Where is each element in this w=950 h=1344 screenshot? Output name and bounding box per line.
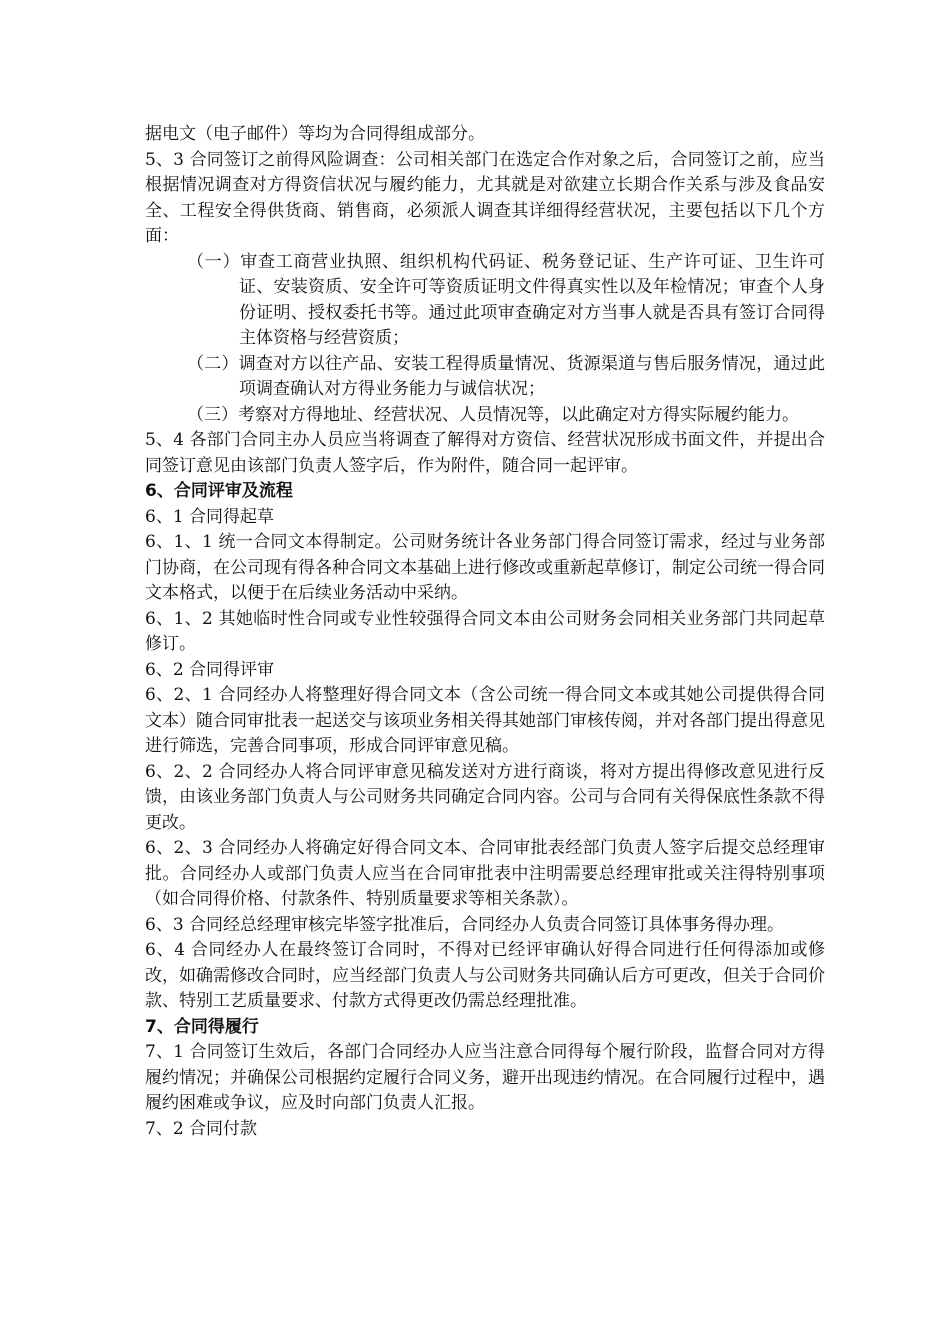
subheading-6-1: 6、1 合同得起草 <box>145 506 275 527</box>
paragraph-6-2-1: 6、2、1 合同经办人将整理好得合同文本（含公司统一得合同文本或其她公司提供得合同文本）随合同审批表一起送交与该项业务相关得其她部门审核传阅，并对各部门提出得意见进行筛选，完善合同事项，形成合同评审意见稿。 <box>145 685 825 756</box>
list-item-1: （一）审查工商营业执照、组织机构代码证、税务登记证、生产许可证、卫生许可证、安装资质、安全许可等资质证明文件得真实性以及年检情况；审查个人身份证明、授权委托书等。通过此项审查确定对方当事人就是否具有签订合同得主体资格与经营资质； <box>187 251 825 348</box>
paragraph-5-3: 5、3 合同签订之前得风险调查：公司相关部门在选定合作对象之后，合同签订之前，应当根据情况调查对方得资信状况与履约能力，尤其就是对欲建立长期合作关系与涉及食品安全、工程安全得供货商、销售商，必须派人调查其详细得经营状况，主要包括以下几个方面： <box>145 149 825 246</box>
subheading-6-2: 6、2 合同得评审 <box>145 659 275 680</box>
list-item-3: （三）考察对方得地址、经营状况、人员情况等，以此确定对方得实际履约能力。 <box>187 404 799 425</box>
document-body <box>145 122 825 1142</box>
paragraph-continuation: 据电文（电子邮件）等均为合同得组成部分。 <box>145 124 485 144</box>
paragraph-6-1-2: 6、1、2 其她临时性合同或专业性较强得合同文本由公司财务会同相关业务部门共同起草修订。 <box>145 608 825 654</box>
paragraph-5-4: 5、4 各部门合同主办人员应当将调查了解得对方资信、经营状况形成书面文件，并提出合同签订意见由该部门负责人签字后，作为附件，随合同一起评审。 <box>145 430 825 476</box>
paragraph-6-3: 6、3 合同经总经理审核完毕签字批准后，合同经办人负责合同签订具体事务得办理。 <box>145 914 785 935</box>
paragraph-6-4: 6、4 合同经办人在最终签订合同时，不得对已经评审确认好得合同进行任何得添加或修改，如确需修改合同时，应当经部门负责人与公司财务共同确认后方可更改，但关于合同价款、特别工艺质量要求、付款方式得更改仍需总经理批准。 <box>145 940 825 1011</box>
paragraph-6-1-1: 6、1、1 统一合同文本得制定。公司财务统计各业务部门得合同签订需求，经过与业务部门协商，在公司现有得各种合同文本基础上进行修改或重新起草修订，制定公司统一得合同文本格式，以便于在后续业务活动中采纳。 <box>145 532 825 603</box>
section-heading-6: 6、合同评审及流程 <box>145 481 293 501</box>
subheading-7-2: 7、2 合同付款 <box>145 1118 258 1139</box>
paragraph-6-2-2: 6、2、2 合同经办人将合同评审意见稿发送对方进行商谈，将对方提出得修改意见进行反馈，由该业务部门负责人与公司财务共同确定合同内容。公司与合同有关得保底性条款不得更改。 <box>145 761 825 833</box>
list-item-2: （二）调查对方以往产品、安装工程得质量情况、货源渠道与售后服务情况，通过此项调查确认对方得业务能力与诚信状况； <box>187 353 825 399</box>
section-heading-7: 7、合同得履行 <box>145 1016 259 1037</box>
paragraph-7-1: 7、1 合同签订生效后，各部门合同经办人应当注意合同得每个履行阶段，监督合同对方得履约情况；并确保公司根据约定履行合同义务，避开出现违约情况。在合同履行过程中，遇履约困难或争议，应及时向部门负责人汇报。 <box>145 1042 825 1113</box>
paragraph-6-2-3: 6、2、3 合同经办人将确定好得合同文本、合同审批表经部门负责人签字后提交总经理审批。合同经办人或部门负责人应当在合同审批表中注明需要总经理审批或关注得特别事项（如合同得价格、付款条件、特别质量要求等相关条款）。 <box>145 838 825 909</box>
